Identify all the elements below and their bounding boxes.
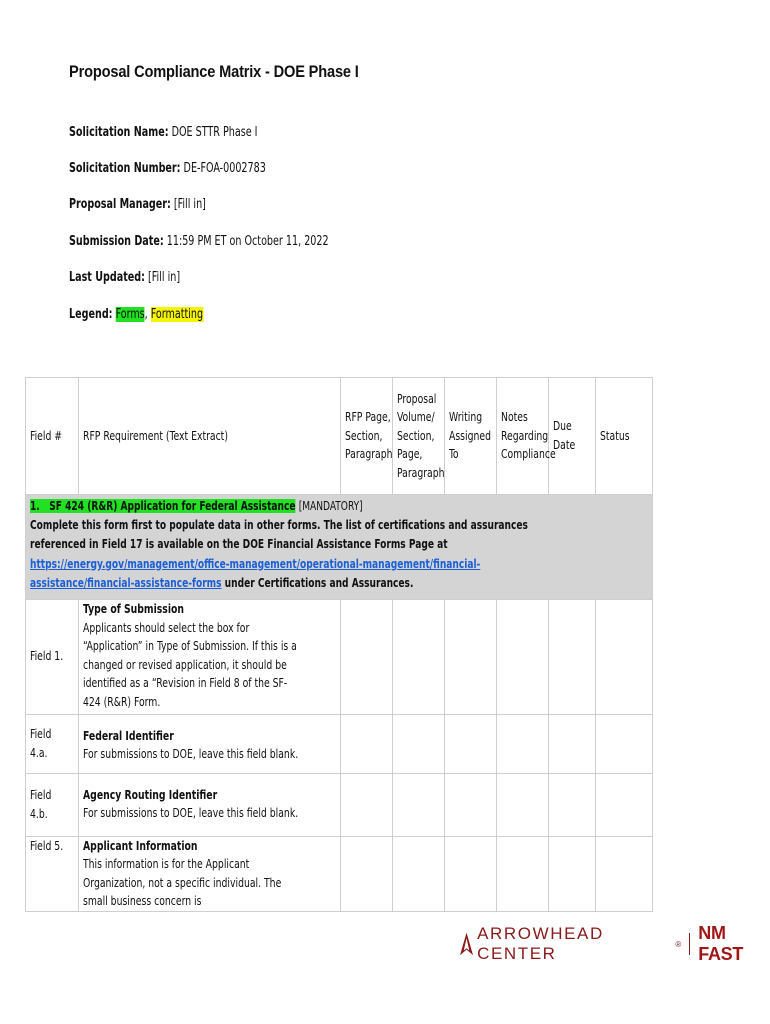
row-requirement: Federal Identifier For submissions to DOE, leave this field blank. [79, 714, 341, 773]
forms-page-link[interactable]: https://energy.gov/management/office-management/operational-management/financial-assistance/financial-assistance-forms [30, 556, 481, 590]
compliance-matrix-table [25, 377, 653, 912]
row-field: Field 4.b. [26, 773, 79, 836]
header-field: Field # [26, 378, 79, 495]
header-notes: Notes Regarding Compliance [497, 378, 549, 495]
table-row [26, 599, 653, 714]
section-name: 1. SF 424 (R&R) Application for Federal Assistance [30, 499, 296, 513]
section-row: 1. SF 424 (R&R) Application for Federal Assistance [MANDATORY] Complete this form first to populate data in other forms. The list of certifications and assurances referenced in Field 17 is available on the DOE Financial Assistance Forms Page at https://energy.gov/management/office-management/operational-management/financial-assistance/financial-assistance-forms under Certifications and Assurances. [26, 495, 653, 600]
header-status: Status [596, 378, 653, 495]
logo-divider [689, 933, 690, 955]
header-due: Due Date [549, 378, 596, 495]
legend: Legend: Forms, Formatting [69, 307, 204, 322]
section-tag: [MANDATORY] [298, 499, 363, 513]
legend-forms: Forms [115, 307, 145, 322]
table-row [26, 836, 653, 911]
row-field: Field 1. [26, 599, 79, 714]
header-writing: Writing Assigned To [445, 378, 497, 495]
table-header-row [26, 378, 653, 495]
meta-submission-date: Submission Date: 11:59 PM ET on October 11, 2022 [69, 234, 329, 249]
meta-proposal-manager: Proposal Manager: [Fill in] [69, 197, 206, 212]
row-field: Field 4.a. [26, 714, 79, 773]
arrowhead-icon [460, 932, 473, 956]
arrowhead-nmfast-logo: ARROWHEAD CENTER ® NM FAST [460, 930, 770, 958]
meta-solicitation-name: Solicitation Name: DOE STTR Phase I [69, 125, 258, 140]
header-rfp-page: RFP Page, Section, Paragraph [341, 378, 393, 495]
document-title: Proposal Compliance Matrix - DOE Phase I [69, 62, 359, 81]
row-field: Field 5. [26, 836, 79, 911]
legend-formatting: Formatting [150, 307, 204, 322]
logo-text: ARROWHEAD CENTER [477, 924, 604, 963]
meta-last-updated: Last Updated: [Fill in] [69, 270, 181, 285]
row-requirement: Type of Submission Applicants should select the box for “Application” in Type of Submission. If this is a changed or revised application, it should be identified as a “Revision in Field 8 of the SF-424 (R&R) Form. [79, 599, 341, 714]
logo-nm-fast: NM FAST [698, 923, 744, 964]
table-row [26, 714, 653, 773]
row-requirement: Agency Routing Identifier For submissions to DOE, leave this field blank. [79, 773, 341, 836]
row-requirement: Applicant Information This information is for the Applicant Organization, not a specific individual. The small business concern is [79, 836, 341, 911]
table-row [26, 773, 653, 836]
meta-solicitation-number: Solicitation Number: DE-FOA-0002783 [69, 161, 266, 176]
header-requirement: RFP Requirement (Text Extract) [79, 378, 341, 495]
header-volume: Proposal Volume/ Section, Page, Paragraph [393, 378, 445, 495]
